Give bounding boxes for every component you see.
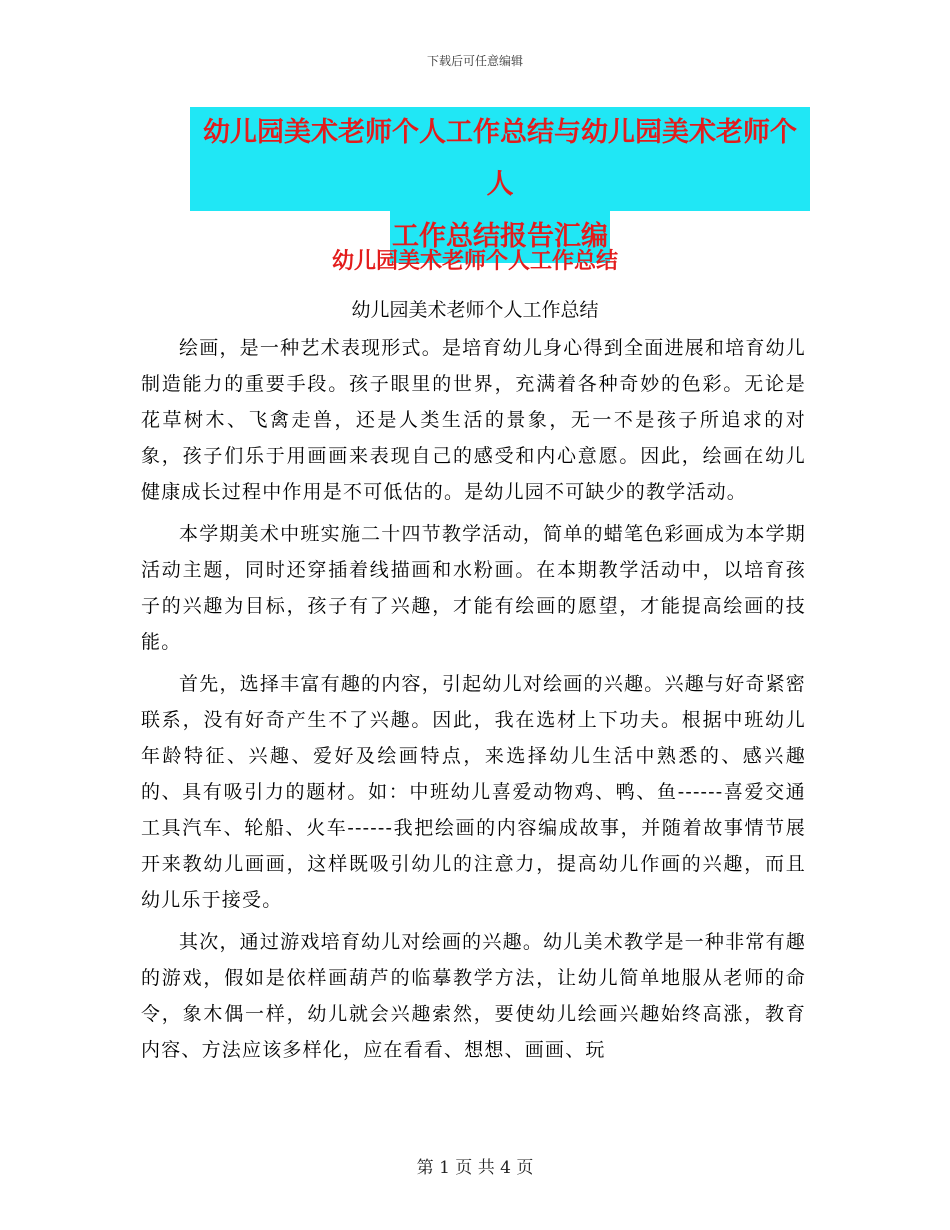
document-title [190,107,810,263]
section-subtitle: 幼儿园美术老师个人工作总结 [351,299,599,321]
document-title-line-2: 工作总结报告汇编 [390,211,610,263]
paragraph-1: 绘画，是一种艺术表现形式。是培育幼儿身心得到全面进展和培育幼儿制造能力的重要手段。孩子眼里的世界，充满着各种奇妙的色彩。无论是花草树木、飞禽走兽，还是人类生活的景象，无一不是孩子所追求的对象，孩子们乐于用画画来表现自己的感受和内心意愿。因此，绘画在幼儿健康成长过程中作用是不可低估的。是幼儿园不可缺少的教学活动。 [141,337,806,503]
body-text [141,330,806,1074]
section-title: 幼儿园美术老师个人工作总结 [331,249,618,274]
paragraph-3: 首先，选择丰富有趣的内容，引起幼儿对绘画的兴趣。兴趣与好奇紧密联系，没有好奇产生不了兴趣。因此，我在选材上下功夫。根据中班幼儿年龄特征、兴趣、爱好及绘画特点，来选择幼儿生活中熟悉的、感兴趣的、具有吸引力的题材。如：中班幼儿喜爱动物鸡、鸭、鱼------喜爱交通工具汽车、轮船、火车------我把绘画的内容编成故事，并随着故事情节展开来教幼儿画画，这样既吸引幼儿的注意力，提高幼儿作画的兴趣，而且幼儿乐于接受。 [141,673,806,911]
paragraph-4: 其次，通过游戏培育幼儿对绘画的兴趣。幼儿美术教学是一种非常有趣的游戏，假如是依样画葫芦的临摹教学方法，让幼儿简单地服从老师的命令，象木偶一样，幼儿就会兴趣索然，要使幼儿绘画兴趣始终高涨，教育内容、方法应该多样化，应在看看、想想、画画、玩 [141,931,806,1061]
paragraph-2: 本学期美术中班实施二十四节教学活动，简单的蜡笔色彩画成为本学期活动主题，同时还穿插着线描画和水粉画。在本期教学活动中，以培育孩子的兴趣为目标，孩子有了兴趣，才能有绘画的愿望，才能提高绘画的技能。 [141,523,806,653]
page-footer: 第 1 页 共 4 页 [416,1158,534,1178]
page-header: 下载后可任意编辑 [426,54,523,68]
document-title-line-1: 幼儿园美术老师个人工作总结与幼儿园美术老师个人 [190,107,810,211]
